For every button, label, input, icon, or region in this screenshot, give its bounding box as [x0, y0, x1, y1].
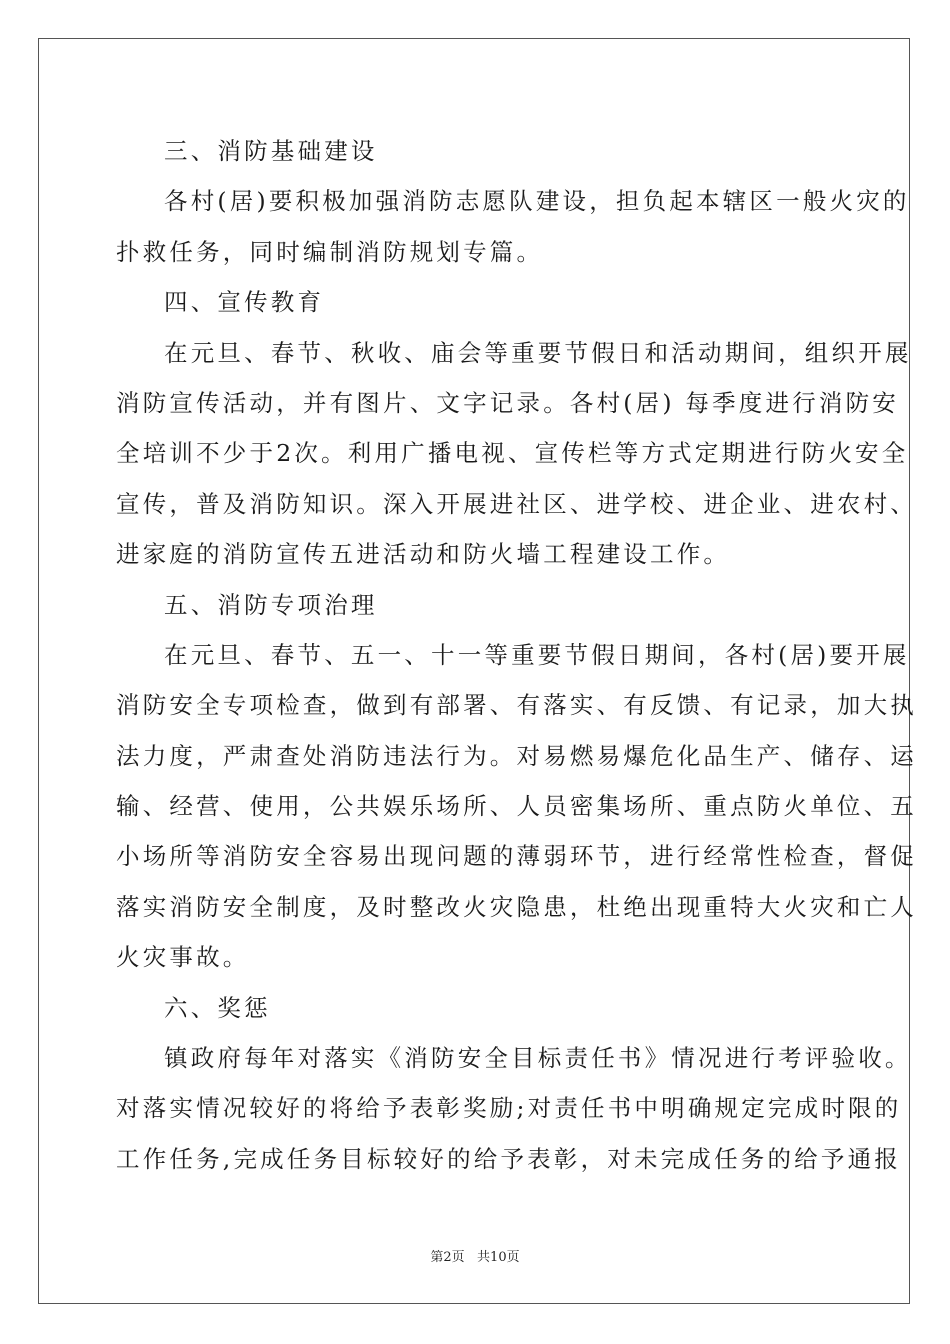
body-line: 火灾事故。 — [116, 943, 250, 972]
body-line: 镇政府每年对落实《消防安全目标责任书》情况进行考评验收。 — [164, 1044, 912, 1073]
body-line: 在元旦、春节、五一、十一等重要节假日期间，各村(居)要开展 — [164, 640, 910, 669]
heading-rewards-penalties: 六、奖惩 — [164, 993, 271, 1022]
body-line: 消防宣传活动，并有图片、文字记录。各村(居) 每季度进行消防安 — [116, 388, 900, 417]
body-line: 各村(居)要积极加强消防志愿队建设，担负起本辖区一般火灾的 — [164, 187, 910, 216]
body-line: 宣传，普及消防知识。深入开展进社区、进学校、进企业、进农村、 — [116, 489, 917, 518]
heading-publicity-education: 四、宣传教育 — [164, 288, 325, 317]
body-line: 工作任务,完成任务目标较好的给予表彰，对未完成任务的给予通报 — [116, 1144, 901, 1173]
page-number-footer: 第2页 共10页 — [430, 1250, 520, 1265]
body-line: 输、经营、使用，公共娱乐场所、人员密集场所、重点防火单位、五 — [116, 792, 917, 821]
body-line: 落实消防安全制度，及时整改火灾隐患，杜绝出现重特大火灾和亡人 — [116, 892, 917, 921]
body-line: 法力度，严肃查处消防违法行为。对易燃易爆危化品生产、储存、运 — [116, 741, 917, 770]
body-line: 进家庭的消防宣传五进活动和防火墙工程建设工作。 — [116, 540, 731, 569]
body-line: 全培训不少于2次。利用广播电视、宣传栏等方式定期进行防火安全 — [116, 439, 909, 468]
body-line: 消防安全专项检查，做到有部署、有落实、有反馈、有记录，加大执 — [116, 691, 917, 720]
heading-fire-infrastructure: 三、消防基础建设 — [164, 137, 378, 165]
body-line: 小场所等消防安全容易出现问题的薄弱环节，进行经常性检查，督促 — [116, 842, 917, 871]
body-line: 在元旦、春节、秋收、庙会等重要节假日和活动期间，组织开展 — [164, 338, 912, 367]
document-body — [116, 126, 917, 1184]
heading-special-governance: 五、消防专项治理 — [164, 590, 378, 619]
body-line: 扑救任务，同时编制消防规划专篇。 — [116, 237, 544, 266]
body-line: 对落实情况较好的将给予表彰奖励;对责任书中明确规定完成时限的 — [116, 1094, 902, 1123]
